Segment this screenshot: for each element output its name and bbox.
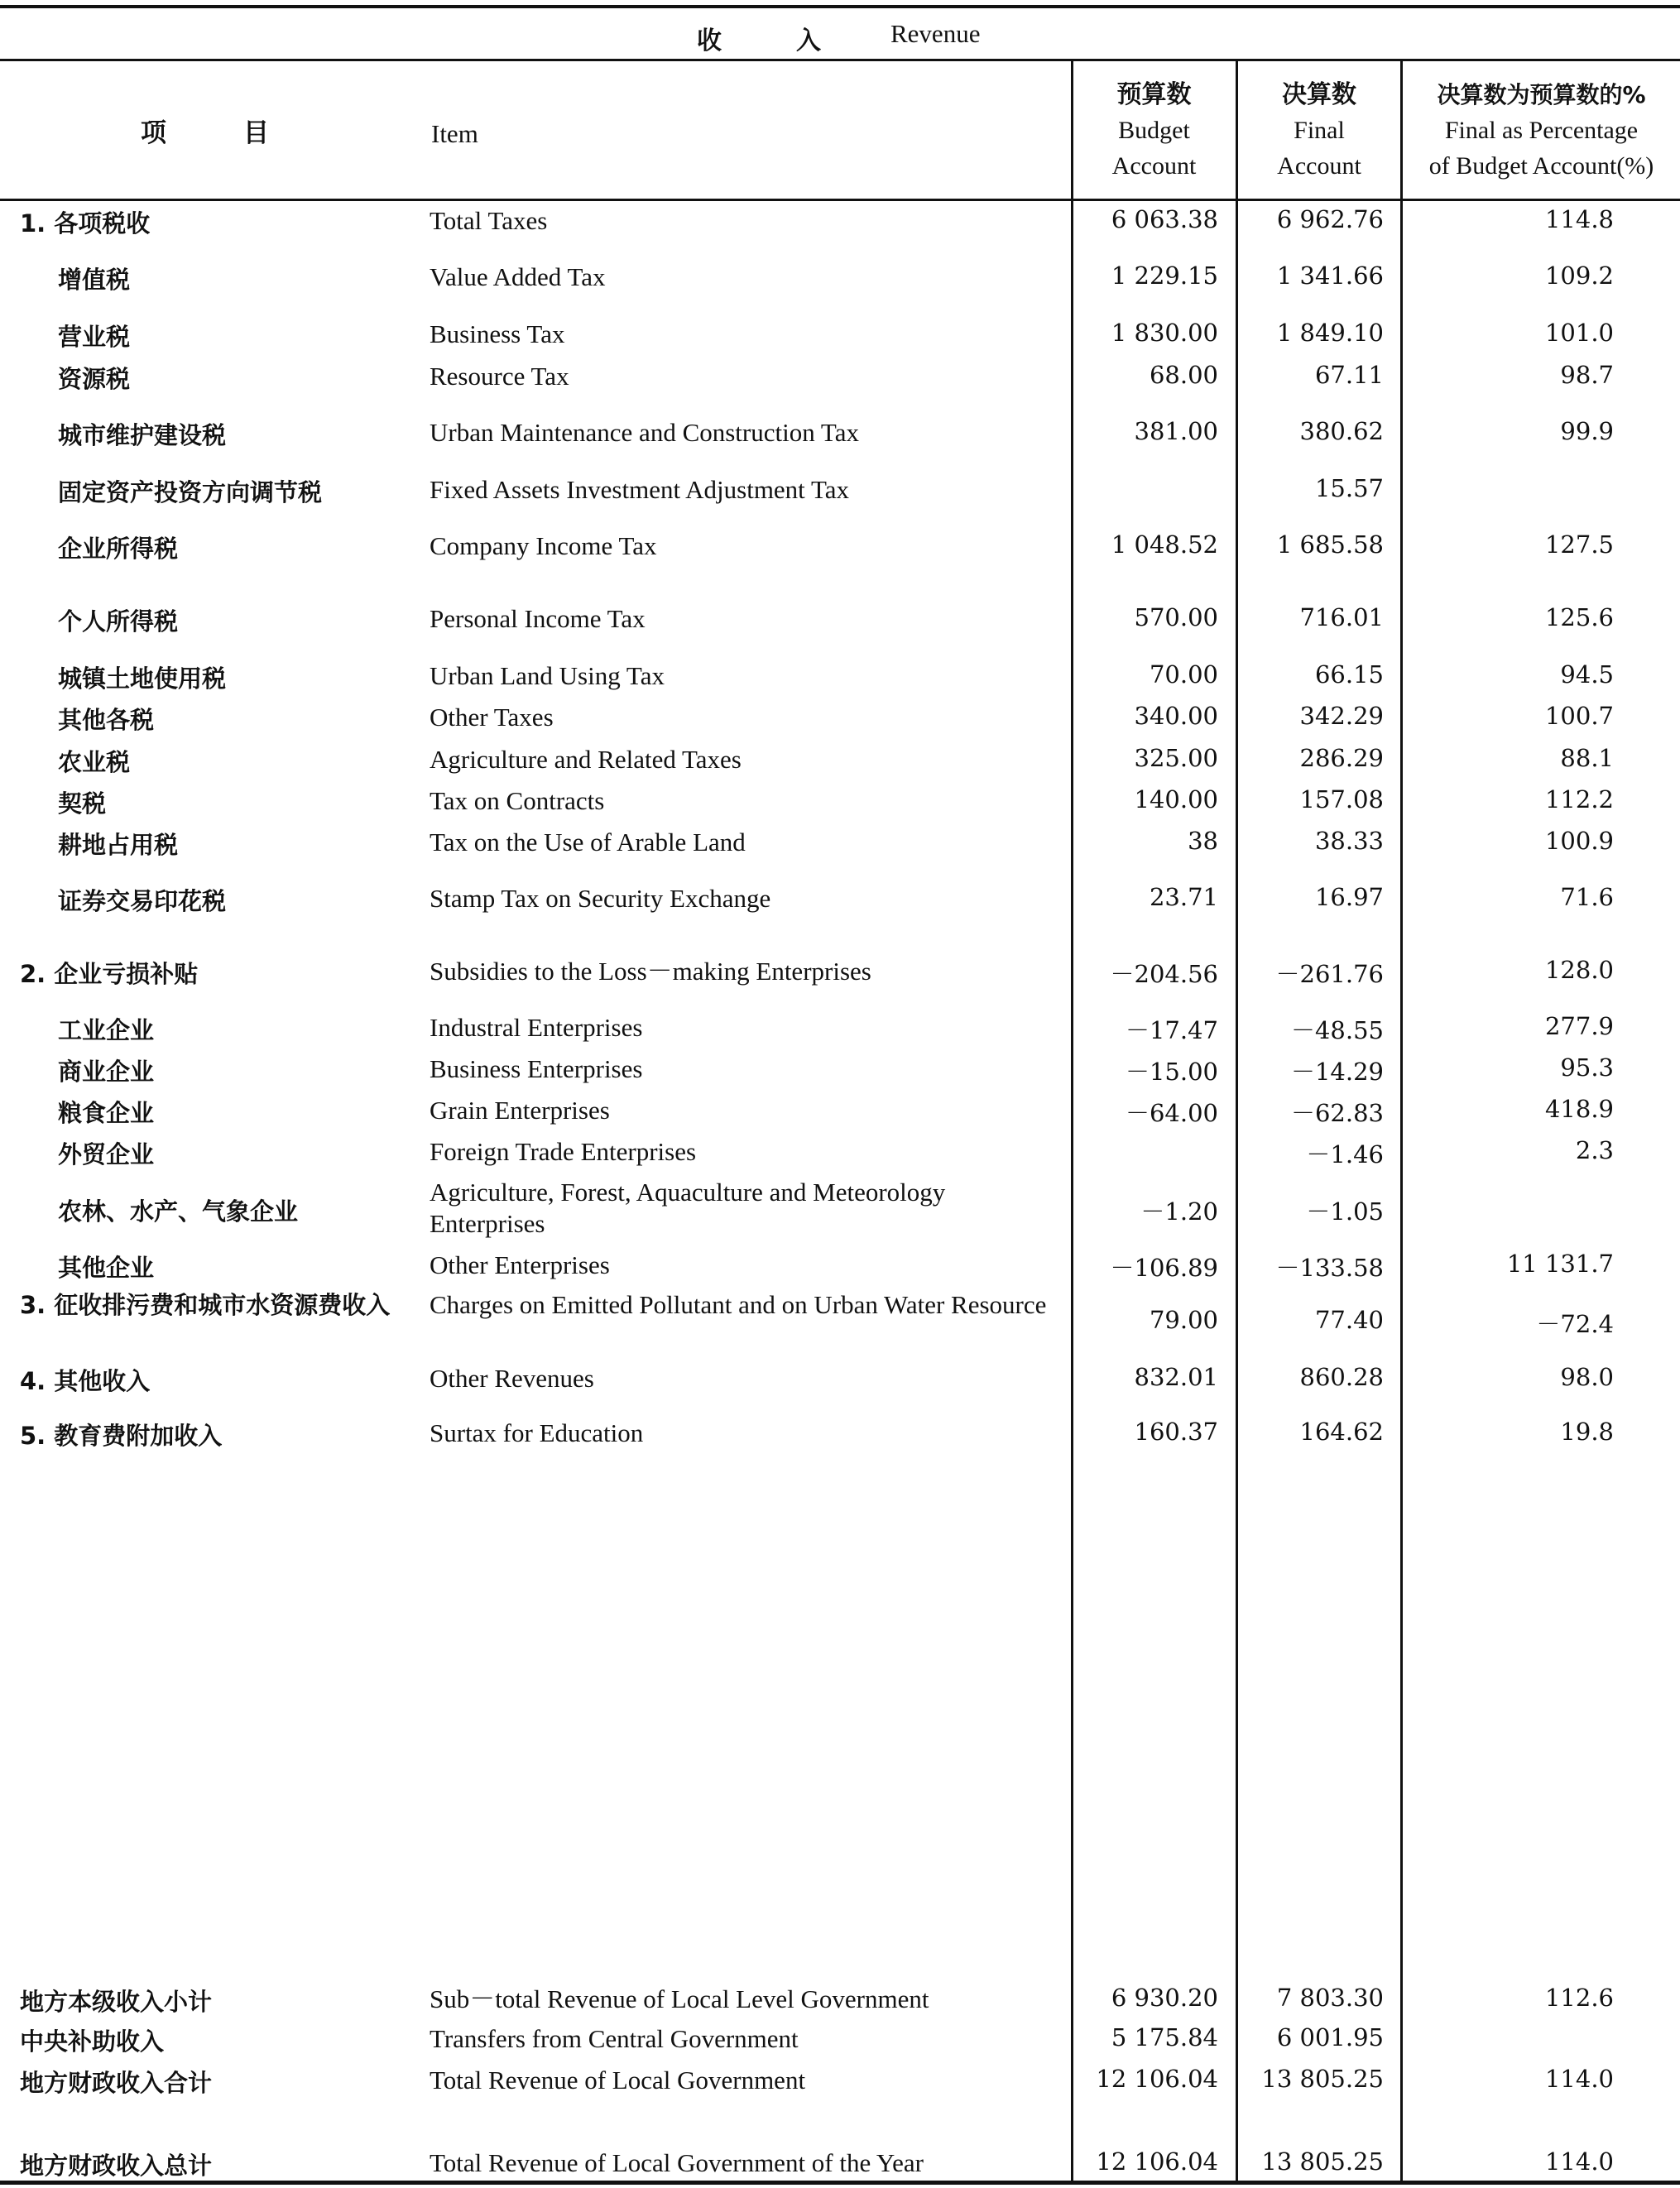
final-value: 7 803.30 bbox=[1276, 1984, 1384, 2012]
row-label-cn: 农林、水产、气象企业 bbox=[58, 1197, 299, 1226]
title-en: Revenue bbox=[890, 19, 981, 48]
final-value: 66.15 bbox=[1314, 660, 1384, 689]
header-item-en: Item bbox=[431, 119, 478, 148]
pct-value: －72.4 bbox=[1536, 1310, 1614, 1338]
title-rule bbox=[0, 59, 1680, 61]
row-label-en: Total Revenue of Local Government bbox=[430, 2066, 806, 2094]
pct-value: 11 131.7 bbox=[1506, 1250, 1614, 1278]
budget-value: －106.89 bbox=[1110, 1254, 1218, 1282]
budget-value: －64.00 bbox=[1125, 1099, 1218, 1127]
pct-value: 19.8 bbox=[1560, 1418, 1614, 1446]
final-value: －48.55 bbox=[1290, 1016, 1384, 1044]
pct-value: 88.1 bbox=[1560, 744, 1614, 772]
row-label-en: Subsidies to the Loss－making Enterprises bbox=[430, 957, 871, 986]
row-label-cn: 外贸企业 bbox=[58, 1140, 155, 1168]
row-label-en: Charges on Emitted Pollutant and on Urban Water Resource bbox=[430, 1290, 1047, 1319]
header-pct-en2: of Budget Account(%) bbox=[1428, 152, 1654, 180]
row-label-cn: 4. 其他收入 bbox=[20, 1367, 151, 1395]
row-label-cn: 地方财政收入合计 bbox=[20, 2069, 213, 2097]
budget-value: 6 063.38 bbox=[1111, 205, 1218, 233]
final-value: 342.29 bbox=[1299, 702, 1384, 730]
row-label-cn: 企业所得税 bbox=[58, 535, 179, 563]
pct-value: 71.6 bbox=[1560, 883, 1614, 911]
title-cn: 收 入 bbox=[697, 26, 821, 55]
row-label-cn: 农业税 bbox=[58, 748, 131, 776]
row-label-en: Agriculture and Related Taxes bbox=[430, 745, 742, 774]
final-value: 6 962.76 bbox=[1276, 205, 1384, 233]
final-value: 13 805.25 bbox=[1261, 2065, 1384, 2093]
row-label-cn: 个人所得税 bbox=[58, 607, 179, 636]
row-label-cn: 城镇土地使用税 bbox=[58, 665, 227, 693]
row-label-en: Urban Maintenance and Construction Tax bbox=[430, 418, 859, 447]
budget-value: －1.20 bbox=[1140, 1197, 1218, 1226]
final-value: 77.40 bbox=[1314, 1306, 1384, 1334]
header-final bbox=[1238, 77, 1400, 184]
final-value: －62.83 bbox=[1290, 1099, 1384, 1127]
row-label-en: Other Enterprises bbox=[430, 1250, 610, 1279]
pct-value: 112.2 bbox=[1544, 785, 1614, 813]
final-value: 38.33 bbox=[1314, 827, 1384, 855]
row-label-cn: 3. 征收排污费和城市水资源费收入 bbox=[20, 1291, 391, 1319]
pct-value: 114.0 bbox=[1544, 2147, 1614, 2176]
pct-value: 2.3 bbox=[1575, 1136, 1614, 1164]
row-label-cn: 固定资产投资方向调节税 bbox=[58, 478, 323, 506]
row-label-cn: 城市维护建设税 bbox=[58, 421, 227, 449]
budget-value: 325.00 bbox=[1134, 744, 1218, 772]
row-label-cn: 地方本级收入小计 bbox=[20, 1988, 213, 2016]
pct-value: 100.7 bbox=[1544, 702, 1614, 730]
row-label-en: Resource Tax bbox=[430, 362, 569, 391]
final-value: 6 001.95 bbox=[1276, 2023, 1384, 2051]
budget-value: 1 048.52 bbox=[1111, 530, 1218, 559]
row-label-cn: 工业企业 bbox=[58, 1016, 155, 1044]
budget-value: 70.00 bbox=[1149, 660, 1218, 689]
pct-value: 98.7 bbox=[1560, 361, 1614, 389]
pct-value: 94.5 bbox=[1560, 660, 1614, 689]
budget-value: 1 830.00 bbox=[1111, 319, 1218, 347]
budget-value: 38 bbox=[1188, 827, 1218, 855]
header-final-cn: 决算数 bbox=[1282, 80, 1356, 109]
final-value: 1 685.58 bbox=[1276, 530, 1384, 559]
header-final-en2: Account bbox=[1277, 152, 1361, 180]
row-label-en: Total Revenue of Local Government of the Year bbox=[430, 2148, 924, 2177]
pct-value: 125.6 bbox=[1544, 603, 1614, 631]
row-label-cn: 其他企业 bbox=[58, 1254, 155, 1282]
top-rule bbox=[0, 5, 1680, 8]
budget-value: －15.00 bbox=[1125, 1058, 1218, 1086]
col-divider-pct bbox=[1400, 60, 1403, 2181]
header-pct-en1: Final as Percentage bbox=[1444, 117, 1639, 144]
row-label-en: Personal Income Tax bbox=[430, 604, 646, 633]
final-value: 1 341.66 bbox=[1276, 262, 1384, 290]
row-label-cn: 5. 教育费附加收入 bbox=[20, 1422, 223, 1450]
budget-value: －17.47 bbox=[1125, 1016, 1218, 1044]
row-label-en: Industral Enterprises bbox=[430, 1013, 643, 1042]
final-value: 13 805.25 bbox=[1261, 2147, 1384, 2176]
header-pct-cn: 决算数为预算数的% bbox=[1437, 81, 1646, 108]
row-label-cn: 资源税 bbox=[58, 365, 131, 393]
row-label-cn: 契税 bbox=[58, 789, 107, 818]
budget-value: 5 175.84 bbox=[1111, 2023, 1218, 2051]
header-budget-cn: 预算数 bbox=[1116, 80, 1192, 109]
row-label-en: Urban Land Using Tax bbox=[430, 661, 665, 690]
budget-value: 1 229.15 bbox=[1111, 262, 1218, 290]
budget-value: 68.00 bbox=[1149, 361, 1218, 389]
budget-value: 570.00 bbox=[1134, 603, 1218, 631]
pct-value: 99.9 bbox=[1560, 417, 1614, 445]
final-value: 716.01 bbox=[1299, 603, 1384, 631]
budget-value: 23.71 bbox=[1149, 883, 1218, 911]
pct-value: 112.6 bbox=[1544, 1984, 1614, 2012]
row-label-cn: 2. 企业亏损补贴 bbox=[20, 960, 199, 988]
header-final-en1: Final bbox=[1294, 117, 1345, 144]
row-label-en: Business Enterprises bbox=[430, 1054, 643, 1083]
row-label-en: Sub－total Revenue of Local Level Government bbox=[430, 1984, 929, 2013]
final-value: 380.62 bbox=[1299, 417, 1384, 445]
row-label-en: Stamp Tax on Security Exchange bbox=[430, 884, 771, 913]
budget-value: －204.56 bbox=[1110, 960, 1218, 988]
budget-value: 79.00 bbox=[1149, 1306, 1218, 1334]
pct-value: 101.0 bbox=[1544, 319, 1614, 347]
final-value: 157.08 bbox=[1299, 785, 1384, 813]
row-label-en: Foreign Trade Enterprises bbox=[430, 1137, 697, 1166]
final-value: －133.58 bbox=[1275, 1254, 1384, 1282]
row-label-en: Agriculture, Forest, Aquaculture and Meteorology Enterprises bbox=[430, 1178, 946, 1238]
pct-value: 114.8 bbox=[1544, 205, 1614, 233]
row-label-en: Grain Enterprises bbox=[430, 1096, 610, 1125]
final-value: －1.46 bbox=[1306, 1140, 1384, 1168]
final-value: 286.29 bbox=[1299, 744, 1384, 772]
header-rule bbox=[0, 199, 1680, 201]
pct-value: 95.3 bbox=[1560, 1053, 1614, 1082]
final-value: 16.97 bbox=[1314, 883, 1384, 911]
final-value: －14.29 bbox=[1290, 1058, 1384, 1086]
budget-value: 160.37 bbox=[1134, 1418, 1218, 1446]
row-label-en: Value Added Tax bbox=[430, 262, 606, 291]
row-label-en: Total Taxes bbox=[430, 206, 548, 235]
header-item-cn: 项 目 bbox=[141, 118, 269, 148]
row-label-en: Other Taxes bbox=[430, 703, 554, 732]
budget-value: 6 930.20 bbox=[1111, 1984, 1218, 2012]
pct-value: 277.9 bbox=[1544, 1012, 1614, 1040]
budget-value: 12 106.04 bbox=[1096, 2065, 1218, 2093]
header-budget-en1: Budget bbox=[1118, 117, 1190, 144]
pct-value: 418.9 bbox=[1544, 1095, 1614, 1123]
budget-value: 140.00 bbox=[1134, 785, 1218, 813]
pct-value: 109.2 bbox=[1544, 262, 1614, 290]
budget-value: 381.00 bbox=[1134, 417, 1218, 445]
col-divider-final bbox=[1236, 60, 1238, 2181]
final-value: 15.57 bbox=[1314, 474, 1384, 502]
col-divider-budget bbox=[1071, 60, 1073, 2181]
row-label-en: Business Tax bbox=[430, 319, 565, 348]
row-label-en: Fixed Assets Investment Adjustment Tax bbox=[430, 475, 850, 504]
row-label-cn: 粮食企业 bbox=[58, 1099, 155, 1127]
row-label-cn: 地方财政收入总计 bbox=[20, 2152, 213, 2180]
header-pct bbox=[1403, 77, 1680, 184]
pct-value: 114.0 bbox=[1544, 2065, 1614, 2093]
row-label-cn: 营业税 bbox=[58, 323, 131, 351]
final-value: 860.28 bbox=[1299, 1363, 1384, 1391]
row-label-cn: 中央补助收入 bbox=[20, 2027, 165, 2056]
row-label-cn: 1. 各项税收 bbox=[20, 209, 151, 238]
header-budget bbox=[1073, 77, 1236, 184]
final-value: －1.05 bbox=[1306, 1197, 1384, 1226]
final-value: 1 849.10 bbox=[1276, 319, 1384, 347]
pct-value: 100.9 bbox=[1544, 827, 1614, 855]
final-value: －261.76 bbox=[1275, 960, 1384, 988]
row-label-cn: 商业企业 bbox=[58, 1058, 155, 1086]
budget-value: 12 106.04 bbox=[1096, 2147, 1218, 2176]
final-value: 67.11 bbox=[1314, 361, 1384, 389]
row-label-cn: 其他各税 bbox=[58, 706, 155, 734]
row-label-en: Surtax for Education bbox=[430, 1418, 644, 1447]
row-label-cn: 证券交易印花税 bbox=[58, 887, 227, 915]
row-label-en: Transfers from Central Government bbox=[430, 2024, 799, 2053]
row-label-en: Tax on Contracts bbox=[430, 786, 605, 815]
row-label-en: Company Income Tax bbox=[430, 531, 657, 560]
bottom-rule bbox=[0, 2181, 1680, 2185]
budget-value: 340.00 bbox=[1134, 702, 1218, 730]
row-label-en: Tax on the Use of Arable Land bbox=[430, 828, 746, 856]
header-budget-en2: Account bbox=[1111, 152, 1197, 180]
row-label-en: Other Revenues bbox=[430, 1364, 594, 1393]
pct-value: 128.0 bbox=[1544, 956, 1614, 984]
row-label-cn: 增值税 bbox=[58, 266, 131, 294]
pct-value: 127.5 bbox=[1544, 530, 1614, 559]
pct-value: 98.0 bbox=[1560, 1363, 1614, 1391]
row-label-cn: 耕地占用税 bbox=[58, 831, 179, 859]
final-value: 164.62 bbox=[1299, 1418, 1384, 1446]
budget-value: 832.01 bbox=[1134, 1363, 1218, 1391]
